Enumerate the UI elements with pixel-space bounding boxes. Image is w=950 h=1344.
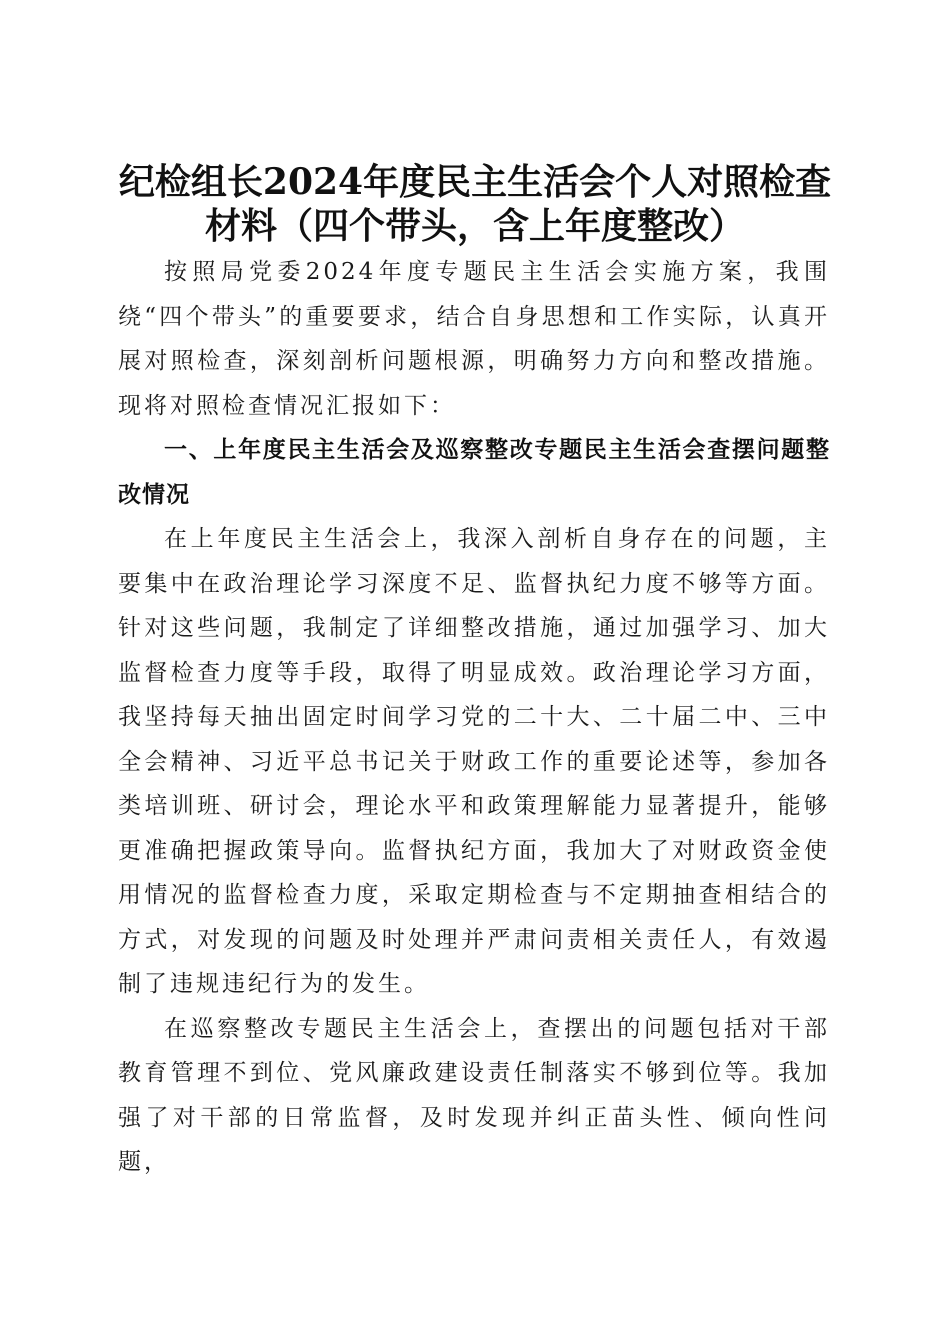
document-title [0, 160, 950, 248]
body-paragraph: 在巡察整改专题民主生活会上，查摆出的问题包括对干部教育管理不到位、党风廉政建设责任制落实不够到位等。我加强了对干部的日常监督，及时发现并纠正苗头性、倾向性问题， [118, 1015, 830, 1175]
document-body [118, 250, 830, 1185]
section-heading-1: 一、上年度民主生活会及巡察整改专题民主生活会查摆问题整改情况 [118, 437, 830, 508]
title-line-2: 材料（四个带头，含上年度整改） [204, 205, 745, 248]
body-paragraph: 在上年度民主生活会上，我深入剖析自身存在的问题，主要集中在政治理论学习深度不足、监督执纪力度不够等方面。针对这些问题，我制定了详细整改措施，通过加强学习、加大监督检查力度等手段，取得了明显成效。政治理论学习方面，我坚持每天抽出固定时间学习党的二十大、二十届二中、三中全会精神、习近平总书记关于财政工作的重要论述等，参加各类培训班、研讨会，理论水平和政策理解能力显著提升，能够更准确把握政策导向。监督执纪方面，我加大了对财政资金使用情况的监督检查力度，采取定期检查与不定期抽查相结合的方式，对发现的问题及时处理并严肃问责相关责任人，有效遏制了违规违纪行为的发生。 [118, 526, 830, 997]
intro-paragraph: 按照局党委2024年度专题民主生活会实施方案，我围绕“四个带头”的重要要求，结合自身思想和工作实际，认真开展对照检查，深刻剖析问题根源，明确努力方向和整改措施。现将对照检查情况汇报如下： [118, 259, 830, 419]
title-line-1: 纪检组长2024年度民主生活会个人对照检查 [118, 161, 832, 204]
